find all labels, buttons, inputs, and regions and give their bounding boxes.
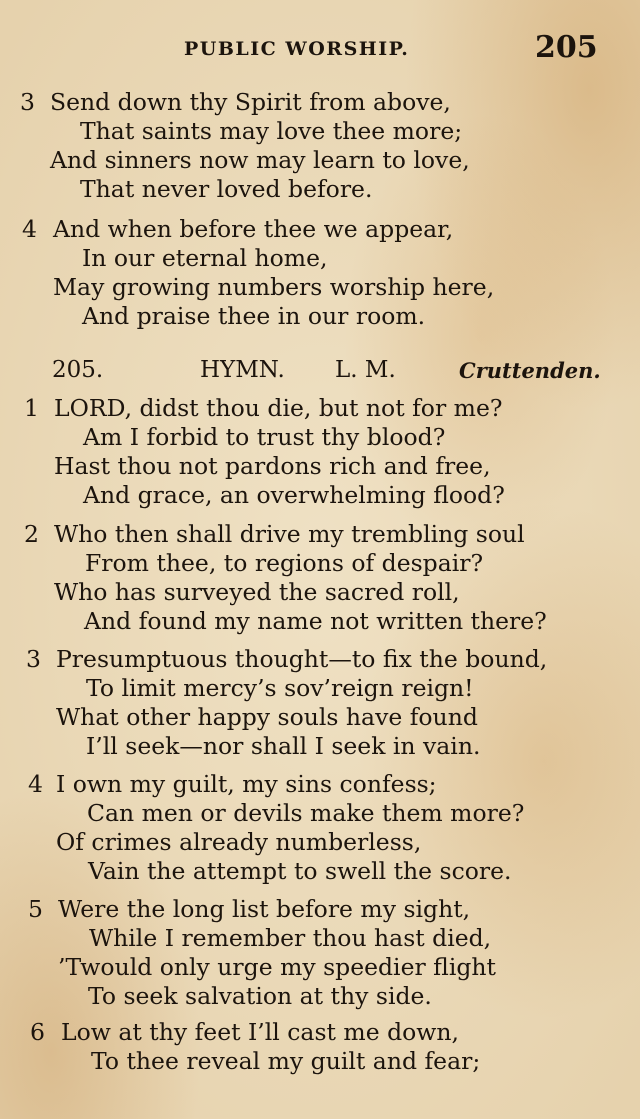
verse-line: And found my name not written there? xyxy=(84,607,547,635)
hymn-meter: L. M. xyxy=(335,357,396,383)
hymn-title: HYMN. xyxy=(200,357,285,383)
verse-line: I’ll seek—nor shall I seek in vain. xyxy=(86,732,481,760)
verse-line: And grace, an overwhelming flood? xyxy=(83,481,505,509)
verse-line: Low at thy feet I’ll cast me down, xyxy=(61,1018,459,1046)
verse-line: And sinners now may learn to love, xyxy=(50,146,470,174)
verse-number: 4 xyxy=(22,215,37,243)
verse-line: And praise thee in our room. xyxy=(82,302,426,330)
verse-line: In our eternal home, xyxy=(82,244,328,272)
verse-line: ’Twould only urge my speedier flight xyxy=(58,953,496,981)
running-title: PUBLIC WORSHIP. xyxy=(184,38,410,60)
verse-line: To thee reveal my guilt and fear; xyxy=(91,1047,481,1075)
hymn-composer: Cruttenden. xyxy=(459,358,601,383)
verse-line: Vain the attempt to swell the score. xyxy=(88,857,512,885)
verse-number: 5 xyxy=(28,895,43,923)
verse-number: 4 xyxy=(28,770,43,798)
verse-line: What other happy souls have found xyxy=(56,703,478,731)
verse-line: From thee, to regions of despair? xyxy=(85,549,484,577)
verse-line: Send down thy Spirit from above, xyxy=(50,88,451,116)
verse-line: Presumptuous thought—to fix the bound, xyxy=(56,645,548,673)
verse-number: 1 xyxy=(24,394,39,422)
verse-line: And when before thee we appear, xyxy=(53,215,454,243)
verse-line: I own my guilt, my sins confess; xyxy=(56,770,437,798)
hymn-number: 205. xyxy=(52,357,104,383)
verse-line: May growing numbers worship here, xyxy=(53,273,495,301)
verse-line: Were the long list before my sight, xyxy=(58,895,471,923)
hymn-heading xyxy=(0,357,640,389)
verse-line: That never loved before. xyxy=(80,175,373,203)
verse-line: Who has surveyed the sacred roll, xyxy=(54,578,460,606)
verse-number: 3 xyxy=(20,88,35,116)
verse-line: Of crimes already numberless, xyxy=(56,828,422,856)
verse-line: To limit mercy’s sov’reign reign! xyxy=(86,674,474,702)
verse-number: 3 xyxy=(26,645,41,673)
verse-line: Who then shall drive my trembling soul xyxy=(54,520,525,548)
verse-number: 6 xyxy=(30,1018,45,1046)
verse-line: While I remember thou hast died, xyxy=(89,924,492,952)
verse-line: That saints may love thee more; xyxy=(80,117,463,145)
verse-line: Hast thou not pardons rich and free, xyxy=(54,452,491,480)
verse-line: To seek salvation at thy side. xyxy=(88,982,432,1010)
verse-line: Am I forbid to trust thy blood? xyxy=(83,423,446,451)
page-header xyxy=(0,30,640,70)
page-number: 205 xyxy=(535,30,598,65)
verse-number: 2 xyxy=(24,520,39,548)
verse-line: Can men or devils make them more? xyxy=(87,799,525,827)
verse-line: LORD, didst thou die, but not for me? xyxy=(54,394,503,422)
